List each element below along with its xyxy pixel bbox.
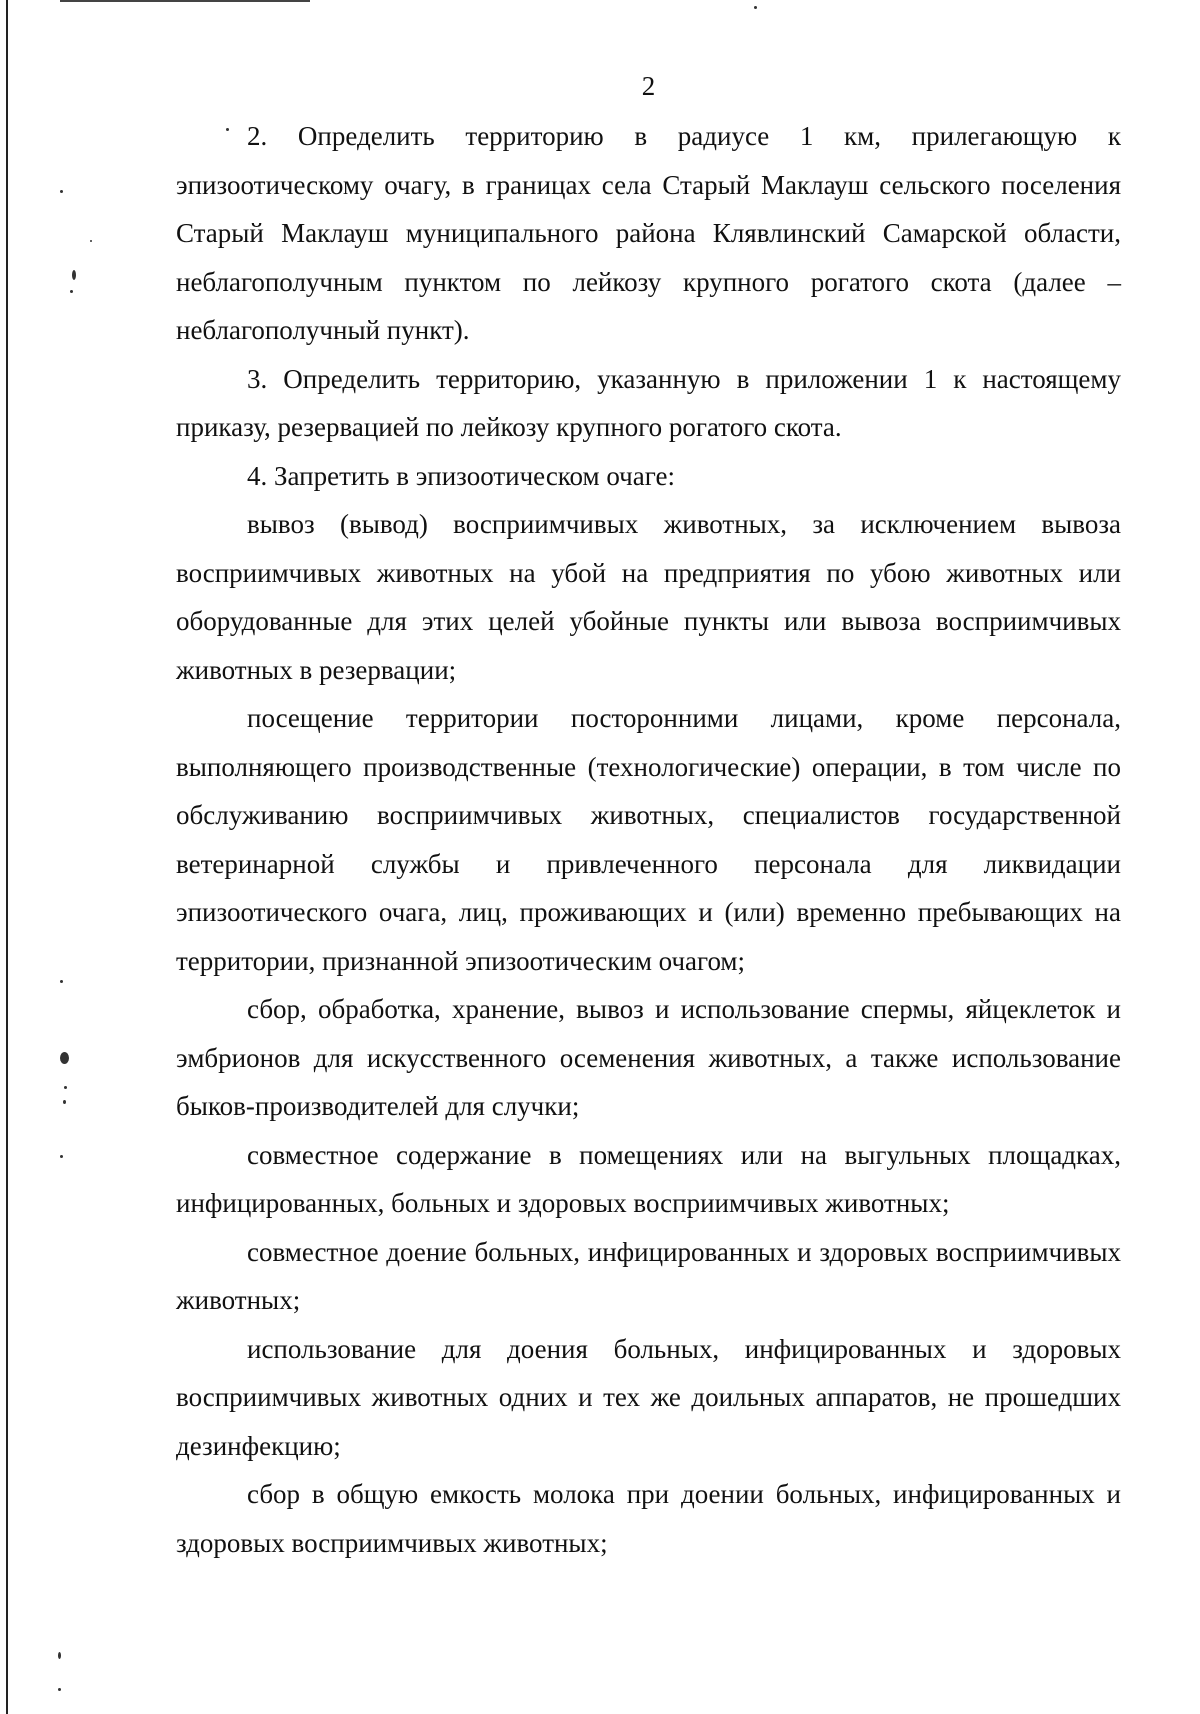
page-number: 2 (641, 71, 656, 101)
scan-speck (754, 6, 757, 9)
scan-speck (60, 1052, 69, 1064)
prohibition-export-animals: вывоз (вывод) восприимчивых животных, за исключением вывоза восприимчивых животных на убой на предприятия по убою животных или оборудованные для этих целей убойные пункты или вывоза восприимчивых животных в резервации; (176, 509, 1121, 685)
scan-speck (72, 270, 76, 280)
paragraph-item-4: 4. Запретить в эпизоотическом очаге: (247, 460, 675, 491)
scan-speck (60, 980, 63, 983)
scan-speck (70, 290, 73, 293)
paragraph-item-2: 2. Определить территорию в радиусе 1 км, прилегающую к эпизоотическому очагу, в границах села Старый Маклауш сельского поселения Старый Маклауш муниципального района Клявлинский Самарской области, неблагополучным пунктом по лейкозу крупного рогатого скота (далее – неблагополучный пункт). (176, 121, 1121, 345)
prohibition-joint-keeping: совместное содержание в помещениях или на выгульных площадках, инфицированных, больных и здоровых восприимчивых животных; (176, 1139, 1121, 1218)
prohibition-shared-milking-devices: использование для доения больных, инфицированных и здоровых восприимчивых животных одних и тех же доильных аппаратов, не прошедших дезинфекцию; (176, 1333, 1121, 1461)
document-body (176, 62, 1121, 1567)
scan-speck (60, 1155, 63, 1158)
scan-speck (63, 1100, 66, 1104)
scan-speck (58, 1652, 61, 1659)
prohibition-visiting-territory: посещение территории посторонними лицами, кроме персонала, выполняющего производственные (технологические) операции, в том числе по обслуживанию восприимчивых животных, специалистов государственной ветеринарной службы и привлеченного персонала для ликвидации эпизоотического очага, лиц, проживающих и (или) временно пребывающих на территории, признанной эпизоотическим очагом; (176, 703, 1121, 976)
scan-speck (64, 1086, 67, 1089)
scan-speck (58, 1688, 61, 1691)
prohibition-sperm-embryos: сбор, обработка, хранение, вывоз и использование спермы, яйцеклеток и эмбрионов для искусственного осеменения животных, а также использование быков-производителей для случки; (176, 994, 1121, 1121)
prohibition-common-milk-container: сбор в общую емкость молока при доении больных, инфицированных и здоровых восприимчивых животных; (176, 1479, 1121, 1558)
scan-speck (90, 240, 92, 242)
scan-top-line (60, 0, 310, 2)
scan-edge-line (6, 0, 8, 1714)
scan-speck (60, 190, 63, 193)
paragraph-item-3: 3. Определить территорию, указанную в приложении 1 к настоящему приказу, резервацией по лейкозу крупного рогатого скота. (176, 363, 1121, 442)
prohibition-joint-milking: совместное доение больных, инфицированных и здоровых восприимчивых животных; (176, 1236, 1121, 1315)
